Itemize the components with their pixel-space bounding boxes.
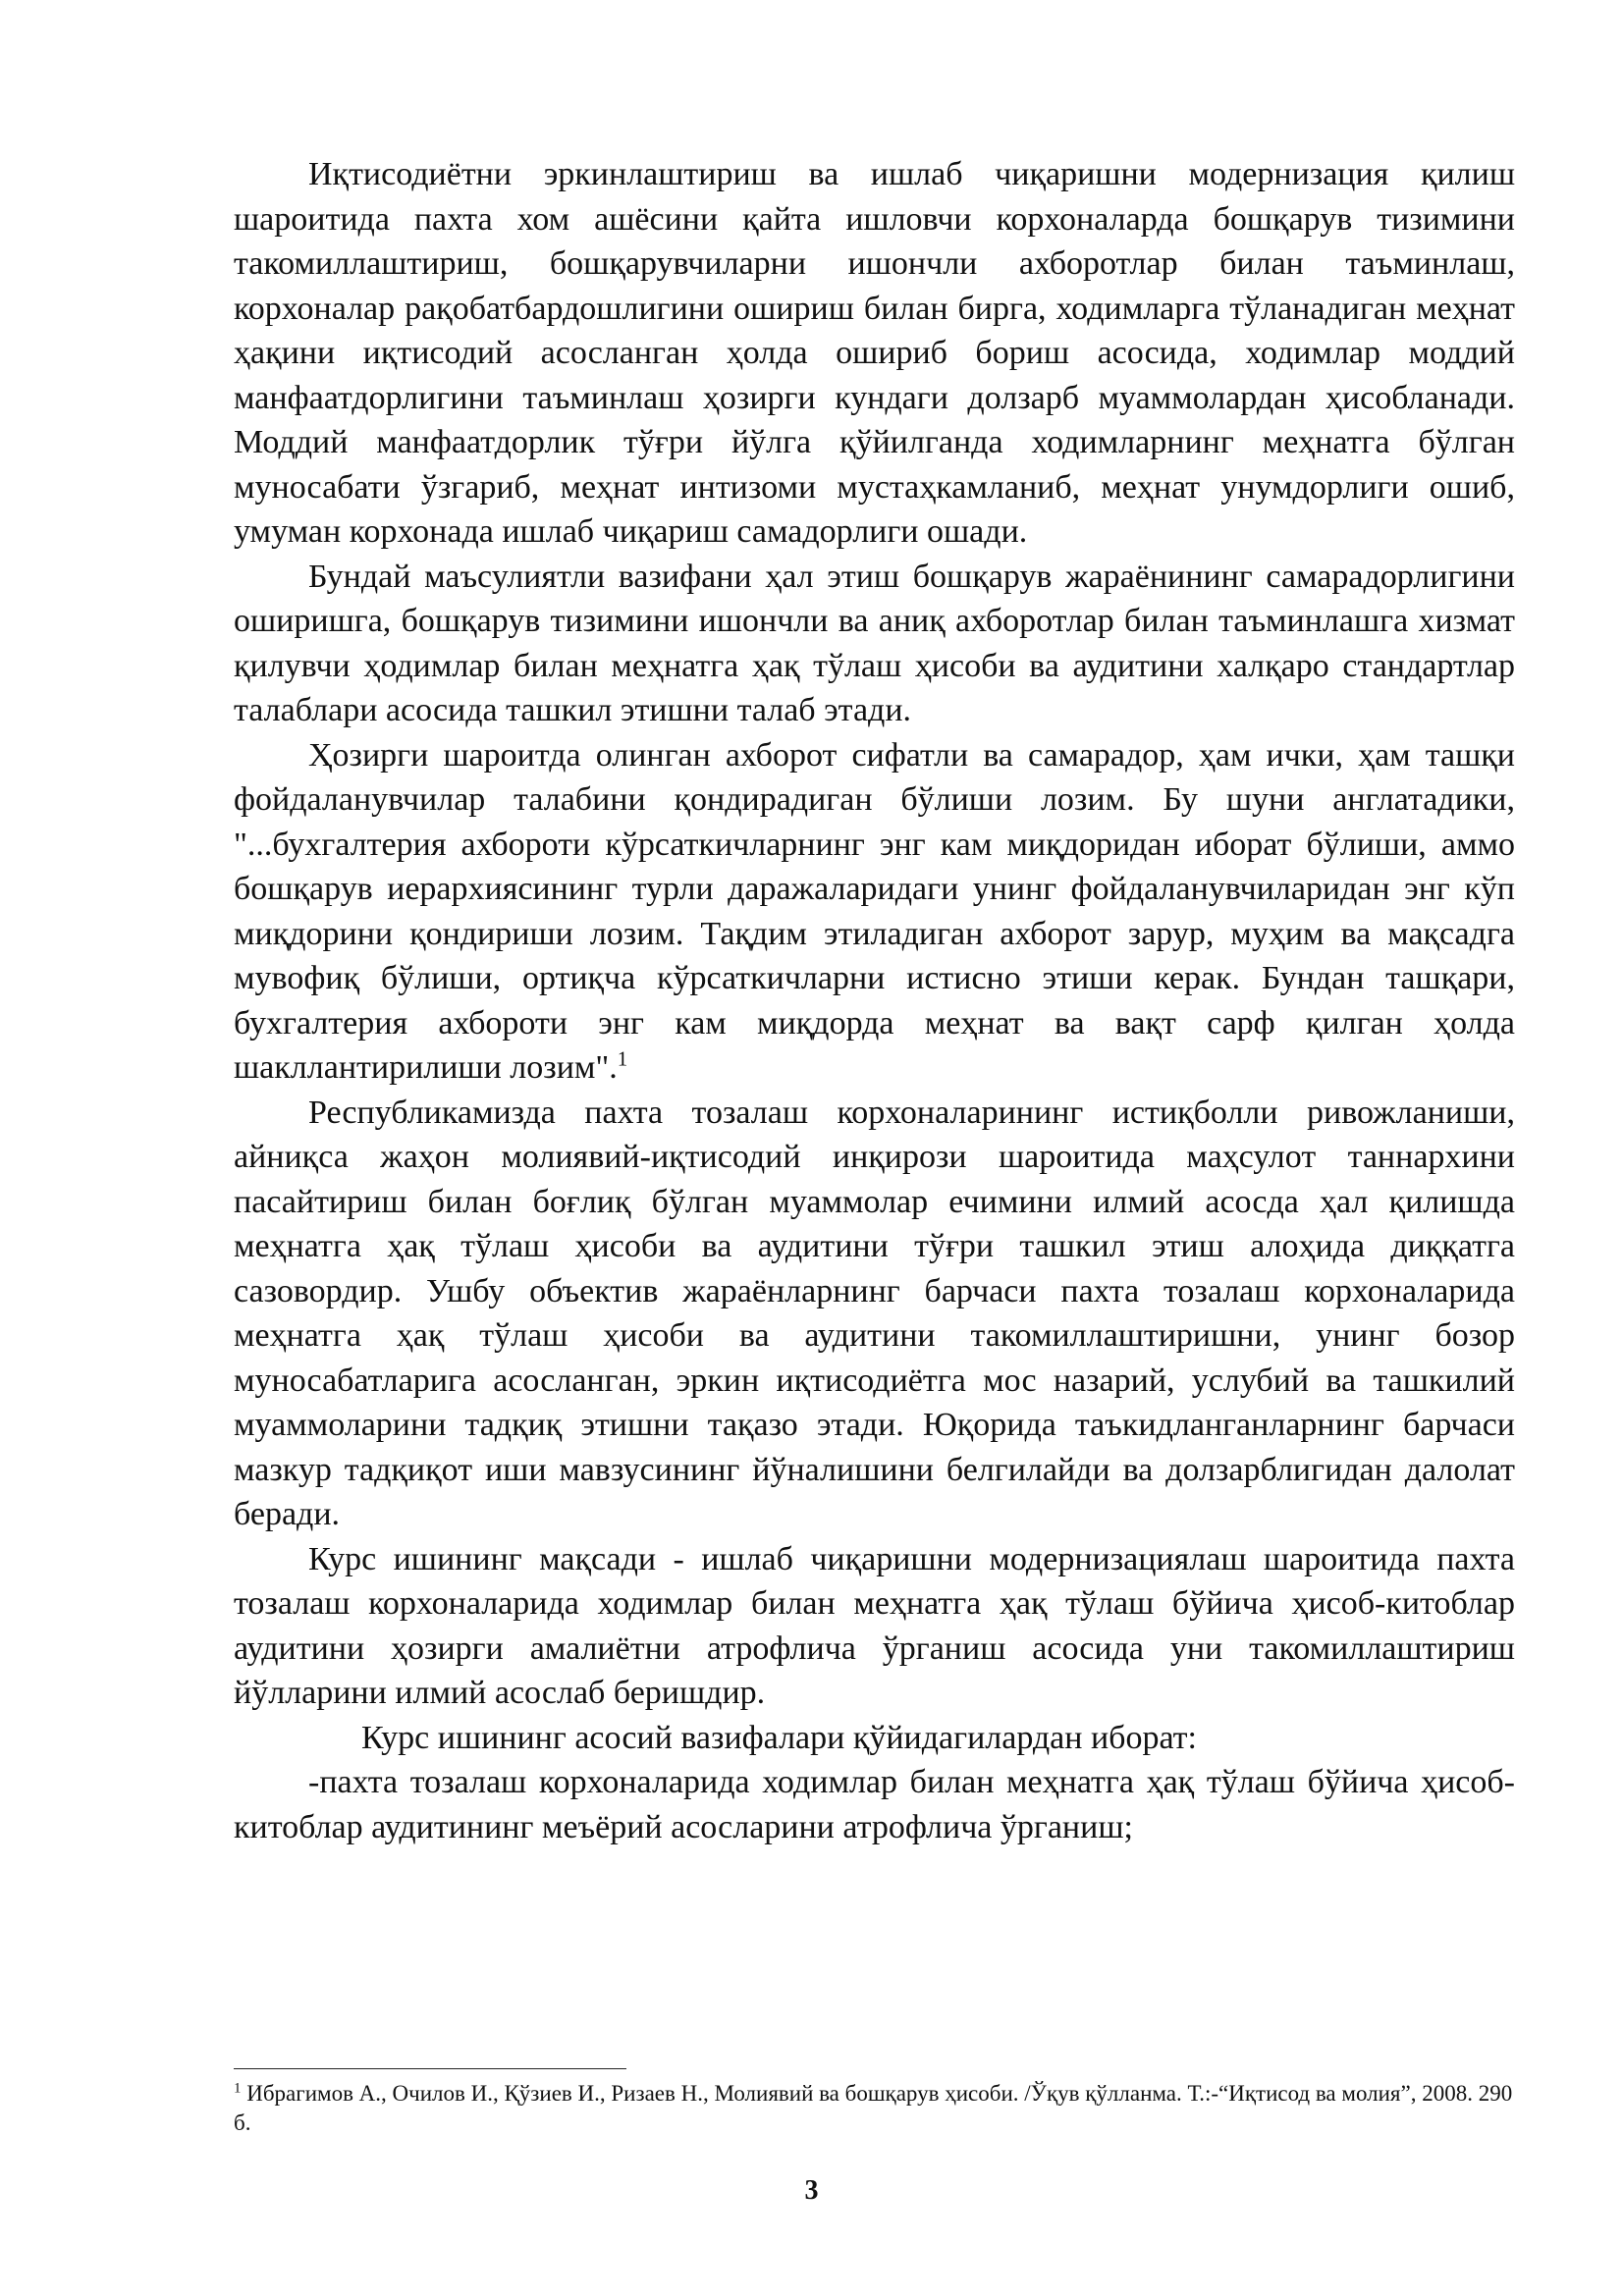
paragraph-task: Бундай маъсулиятли вазифани ҳал этиш бошқарув жараёнининг самарадорлигини оширишга, бошқарув тизимини ишончли ва аниқ ахборотлар билан таъминлашга хизмат қилувчи ҳодимлар билан меҳнатга ҳақ тўлаш ҳисоби ва аудитини халқаро стандартлар талаблари асосида ташкил этишни талаб этади. <box>234 558 1515 728</box>
paragraph-task-item: -пахта тозалаш корхоналарида ходимлар билан меҳнатга ҳақ тўлаш бўйича ҳисоб-китоблар аудитининг меъёрий асосларини атрофлича ўрганиш; <box>234 1764 1515 1845</box>
footnote-text: Ибрагимов А., Очилов И., Қўзиев И., Ризаев Н., Молиявий ва бошқарув ҳисоби. /Ўқув қўлланма. Т.:-“Иқтисод ва молия”, 2008. 290 б. <box>234 2081 1513 2135</box>
footnote-marker: 1 <box>234 2080 242 2097</box>
page-number: 3 <box>804 2175 819 2206</box>
paragraph-relevance: Республикамизда пахта тозалаш корхоналарининг истиқболли ривожланиши, айниқса жаҳон молиявий-иқтисодий инқирози шароитида маҳсулот таннархини пасайтириш билан боғлиқ бўлган муаммолар ечимини илмий асосда ҳал қилишда меҳнатга ҳақ тўлаш ҳисоби ва аудитини тўғри ташкил этиш алоҳида диққатга сазовордир. Ушбу объектив жараёнларнинг барчаси пахта тозалаш корхоналарида меҳнатга ҳақ тўлаш ҳисоби ва аудитини такомиллаштиришни, унинг бозор муносабатларига асосланган, эркин иқтисодиётга мос назарий, услубий ва ташкилий муаммоларини тадқиқ этишни тақазо этади. Юқорида таъкидланганларнинг барчаси мазкур тадқиқот иши мавзусининг йўналишини белгилайди ва долзарблигидан далолат беради. <box>234 1094 1515 1532</box>
paragraph-information-requirements <box>234 733 1515 1091</box>
footnote-reference[interactable]: 1 <box>617 1046 628 1071</box>
footnote <box>234 2079 1515 2138</box>
footnote-divider <box>234 2068 626 2069</box>
paragraph-course-tasks-heading: Курс ишининг асосий вазифалари қўйидагилардан иборат: <box>361 1719 1197 1756</box>
paragraph-intro: Иқтисодиётни эркинлаштириш ва ишлаб чиқаришни модернизация қилиш шароитида пахта хом ашёсини қайта ишловчи корхоналарда бошқарув тизимини такомиллаштириш, бошқарувчиларни ишончли ахборотлар билан таъминлаш, корхоналар рақобатбардошлигини ошириш билан бирга, ходимларга тўланадиган меҳнат ҳақини иқтисодий асосланган ҳолда ошириб бориш асосида, ходимлар моддий манфаатдорлигини таъминлаш ҳозирги кундаги долзарб муаммолардан ҳисобланади. Моддий манфаатдорлик тўғри йўлга қўйилганда ходимларнинг меҳнатга бўлган муносабати ўзгариб, меҳнат интизоми мустаҳкамланиб, меҳнат унумдорлиги ошиб, умуман корхонада ишлаб чиқариш самадорлиги ошади. <box>234 156 1515 550</box>
paragraph-course-goal: Курс ишининг мақсади - ишлаб чиқаришни модернизациялаш шароитида пахта тозалаш корхоналарида ходимлар билан меҳнатга ҳақ тўлаш бўйича ҳисоб-китоблар аудитини ҳозирги амалиётни атрофлича ўрганиш асосида уни такомиллаштириш йўлларини илмий асослаб беришдир. <box>234 1540 1515 1711</box>
document-body <box>234 152 1515 1849</box>
paragraph-quote-text: Ҳозирги шароитда олинган ахборот сифатли ва самарадор, ҳам ички, ҳам ташқи фойдаланувчилар талабини қондирадиган бўлиши лозим. Бу шуни англатадики, "...бухгалтерия ахбороти кўрсаткичларнинг энг кам миқдоридан иборат бўлиши, аммо бошқарув иерархиясининг турли даражаларидаги унинг фойдаланувчиларидан энг кўп миқдорини қондириши лозим. Тақдим этиладиган ахборот зарур, муҳим ва мақсадга мувофиқ бўлиши, ортиқча кўрсаткичларни истисно этиши керак. Бундан ташқари, бухгалтерия ахбороти энг кам миқдорда меҳнат ва вақт сарф қилган ҳолда шакллантирилиши лозим". <box>234 736 1515 1086</box>
